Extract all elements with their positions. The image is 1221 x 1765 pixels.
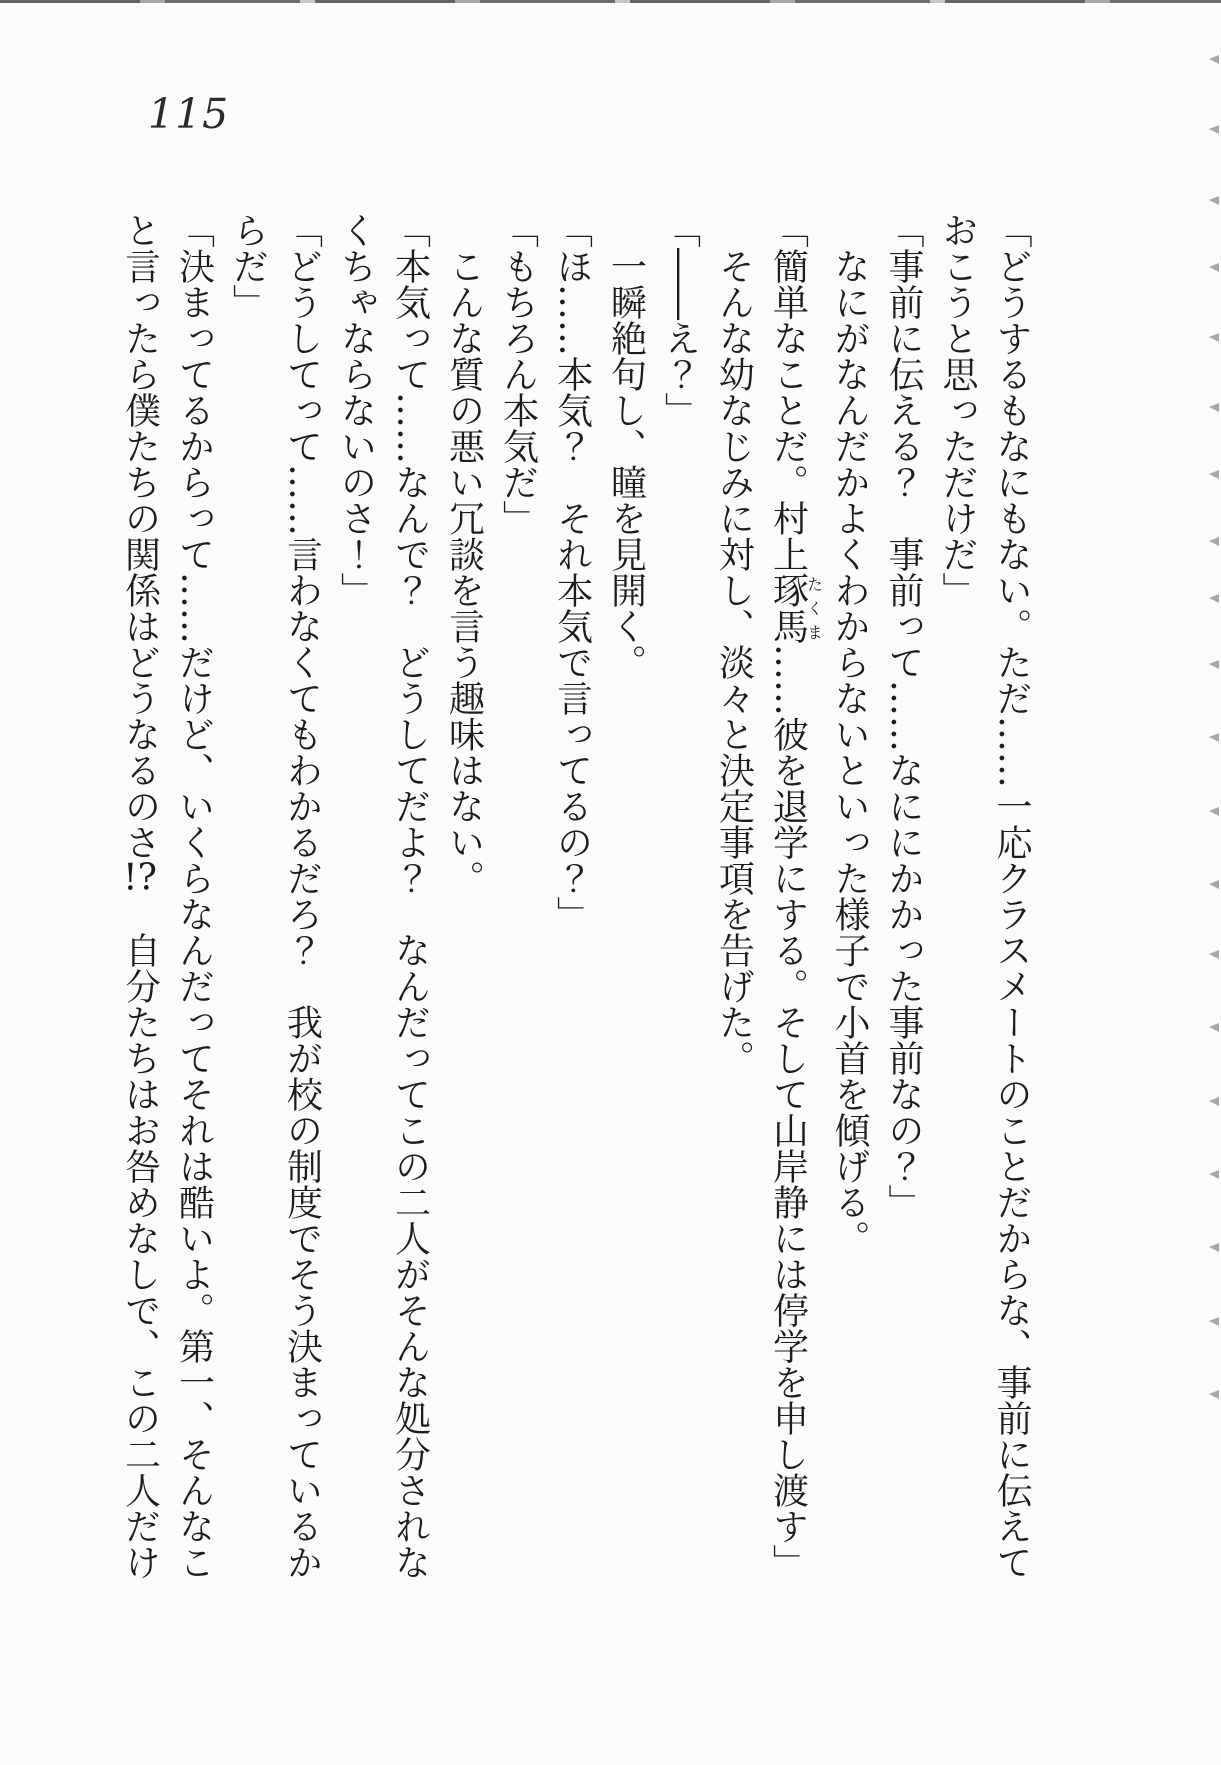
paragraph-11: 「本気って……なんで？ どうしてだよ？ なんだってこの二人がそんな処分されなくちゃならないのさ！」 — [335, 212, 431, 1580]
scan-artifact-mark — [1209, 807, 1219, 816]
ruby-annotated-name: 琢馬たくま — [767, 572, 824, 644]
scan-artifact-mark — [1209, 1390, 1219, 1399]
scan-artifact-mark — [1209, 333, 1219, 342]
scan-artifact-mark — [1209, 263, 1219, 272]
scan-artifact-mark — [1209, 403, 1219, 412]
scan-artifact-mark — [1209, 1170, 1219, 1179]
tatechuyoko-exclamation-question: !? — [123, 860, 157, 896]
text-block — [113, 212, 1039, 1580]
scan-artifact-mark — [1209, 1243, 1219, 1252]
scan-artifact-mark — [1209, 1023, 1219, 1032]
paragraph-10: こんな質の悪い冗談を言う趣味はない。 — [443, 248, 485, 896]
paragraph-1: 「どうするもなにもない。ただ……一応クラスメートのことだからな、事前に伝えておこうと思っただけだ」 — [937, 212, 1032, 1580]
paragraph-6: 「――え？」 — [659, 212, 701, 428]
page-number: 115 — [148, 90, 230, 138]
scan-artifact-mark — [1209, 950, 1219, 959]
paragraph-3: なにがなんだかよくわからないといった様子で小首を傾げる。 — [829, 248, 870, 1256]
scan-artifact-mark — [1209, 660, 1219, 669]
scan-artifact-mark — [1209, 1097, 1219, 1106]
paragraph-12: 「どうしてって……言わなくてもわかるだろ？ 我が校の制度でそう決まっているからだ」 — [227, 212, 323, 1580]
scan-artifact-mark — [1209, 594, 1219, 603]
paragraph-13: 「決まってるからって……だけど、いくらなんだってそれは酷いよ。第一、そんなこと言ったら僕たちの関係はどうなるのさ!? 自分たちはお咎めなしで、この二人だけ — [119, 212, 215, 1580]
scan-artifact-mark — [1209, 470, 1219, 479]
paragraph-7: 一瞬絶句し、瞳を見開く。 — [605, 248, 647, 680]
scan-artifact-mark — [1209, 537, 1219, 546]
paragraph-2: 「事前に伝える？ 事前って……なににかかった事前なの？」 — [883, 212, 924, 1220]
scan-artifact-mark — [1209, 733, 1219, 742]
scan-artifact-mark — [1209, 55, 1219, 64]
paragraph-9: 「もちろん本気だ」 — [497, 212, 539, 536]
scan-artifact-mark — [1209, 880, 1219, 889]
scan-artifact-mark — [1209, 1317, 1219, 1326]
paragraph-8: 「ほ……本気？ それ本気で言ってるの？」 — [551, 212, 593, 932]
paragraph-4: 「簡単なことだ。村上琢馬たくま……彼を退学にする。そして山岸静には停学を申し渡す」 — [767, 212, 824, 1580]
scan-edge-line — [0, 0, 1221, 3]
paragraph-5: そんな幼なじみに対し、淡々と決定事項を告げた。 — [713, 248, 755, 1076]
scan-artifact-mark — [1209, 196, 1219, 205]
scan-artifact-mark — [1209, 125, 1219, 134]
